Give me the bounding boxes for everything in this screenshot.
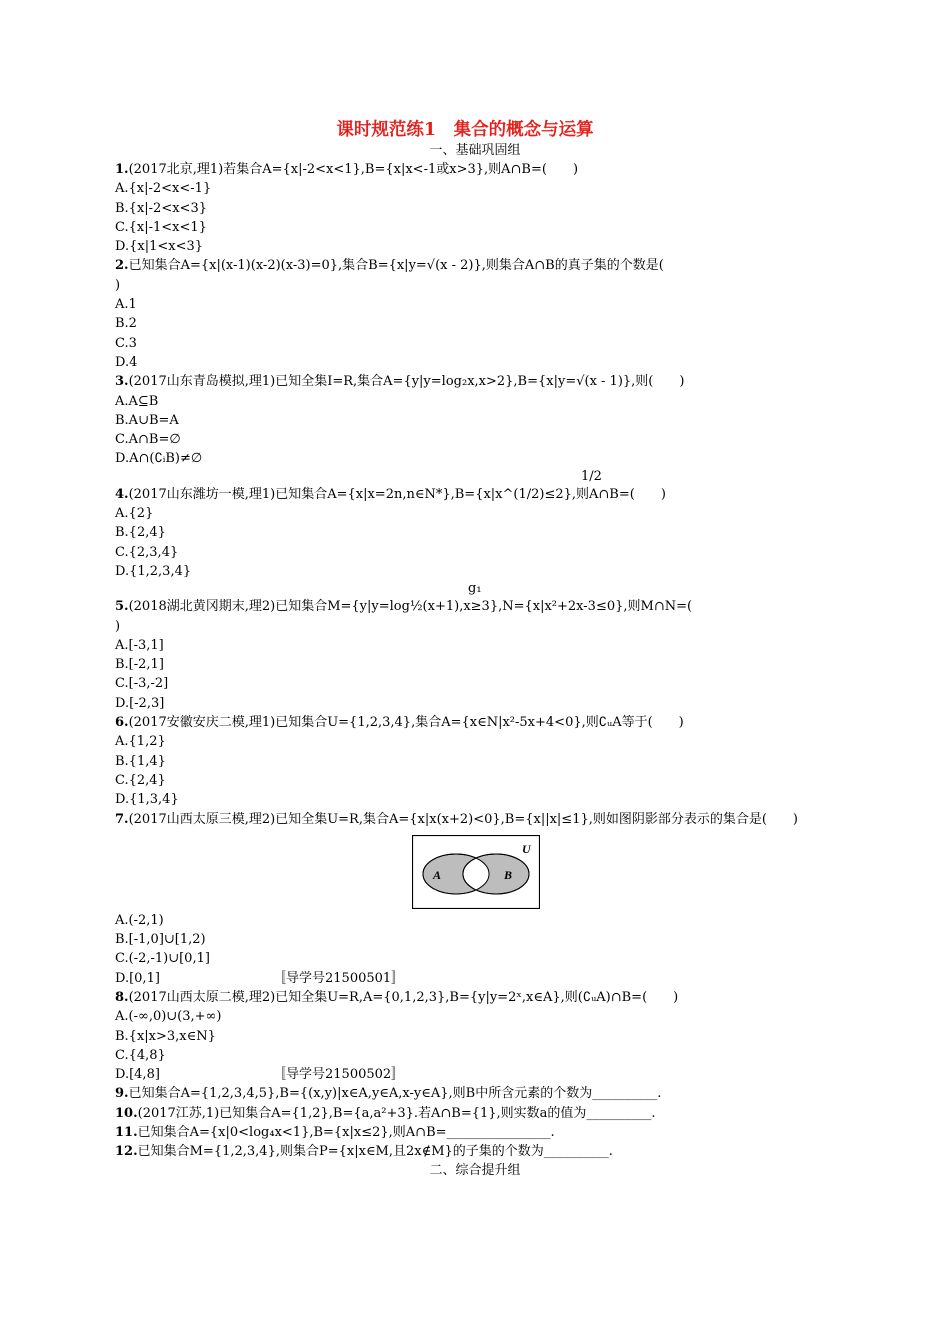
question-number: 1. [115,162,129,177]
question-10 [115,1104,835,1123]
question-text: 已知集合A={1,2,3,4,5},B={(x,y)|x∈A,y∈A,x-y∈A},则B中所含元素的个数为__________. [128,1086,662,1102]
question-text: (2018湖北黄冈期末,理2)已知集合M={y|y=log½(x+1),x≥3},N={x|x²+2x-3≤0},则M∩N=( [128,599,693,615]
option-d-with-ref [115,1065,835,1084]
venn-diagram [412,835,540,909]
set-a-label: A [433,867,442,882]
question-7 [115,810,833,829]
question-number: 7. [115,811,129,827]
question-9 [115,1084,835,1103]
option-a: A.{1,2} [115,734,166,750]
document [115,118,835,1180]
section-heading-basic: 一、基础巩固组 [429,143,521,158]
option-a: A.A⊆B [115,393,159,409]
question-number: 9. [115,1086,129,1102]
option-b: B.[-1,0]∪[1,2) [115,932,206,948]
option-b: B.{x|x>3,x∈N} [115,1028,216,1044]
option-d: D.{1,2,3,4} [115,563,192,579]
option-b: B.{1,4} [115,753,166,769]
option-c: C.{2,4} [115,772,166,788]
question-8 [115,988,835,1007]
set-b-label: B [504,867,513,882]
option-c: C.{2,3,4} [115,544,179,560]
option-c: C.{4,8} [115,1047,166,1063]
venn-diagram-graphic [412,835,540,909]
reference-number: 〚导学号21500501〛 [273,970,405,986]
question-1 [115,160,835,179]
option-a: A.{2} [115,506,154,522]
question-text: 已知集合A={x|(x-1)(x-2)(x-3)=0},集合B={x|y=√(x - 2)},则集合A∩B的真子集的个数是( [128,258,664,274]
question-2 [115,256,835,275]
option-d: D.A∩(∁ᵢB)≠∅ [115,451,203,467]
question-text: (2017安徽安庆二模,理1)已知集合U={1,2,3,4},集合A={x∈N|x²-5x+4<0},则∁ᵤA等于( ) [128,715,684,731]
option-a: A.1 [115,297,137,313]
question-text: (2017山西太原三模,理2)已知全集U=R,集合A={x|x(x+2)<0},B={x||x|≤1},则如图阴影部分表示的集合是( ) [128,811,799,827]
exponent-annotation: 1/2 [581,468,602,484]
option-b: B.A∪B=A [115,412,179,428]
option-d: D.{x|1<x<3} [115,239,204,255]
question-4 [115,485,835,504]
option-b: B.{x|-2<x<3} [115,200,207,216]
option-d: D.[0,1] [115,970,160,986]
option-a: A.[-3,1] [115,637,164,653]
question-11 [115,1123,835,1142]
option-d: D.[4,8] [115,1067,160,1083]
option-a: A.(-∞,0)∪(3,+∞) [115,1009,222,1025]
question-number: 3. [115,374,129,390]
option-d: D.4 [115,354,138,370]
question-text: (2017山东潍坊一模,理1)已知集合A={x|x=2n,n∈N*},B={x|x^(1/2)≤2},则A∩B=( ) [128,486,666,502]
option-d: D.{1,3,4} [115,792,179,808]
section-heading-advanced: 二、综合提升组 [429,1162,521,1178]
question-5 [115,597,835,616]
question-number: 6. [115,715,129,731]
option-b: B.2 [115,316,137,332]
question-3 [115,372,835,391]
question-6 [115,713,835,732]
question-12 [115,1142,835,1161]
question-text-continued: ) [115,618,121,634]
question-number: 4. [115,486,129,502]
question-text: (2017江苏,1)已知集合A={1,2},B={a,a²+3}.若A∩B={1},则实数a的值为__________. [137,1105,656,1121]
question-number: 5. [115,599,129,615]
option-c: C.[-3,-2] [115,676,169,692]
question-text: 已知集合A={x|0<log₄x<1},B={x|x≤2},则A∩B=________________. [137,1125,555,1141]
log-base-annotation: g₁ [468,581,482,597]
option-b: B.[-2,1] [115,657,164,673]
option-a: A.(-2,1) [115,912,164,928]
question-number: 8. [115,989,129,1005]
option-a: A.{x|-2<x<-1} [115,181,212,197]
reference-number: 〚导学号21500502〛 [273,1067,405,1083]
question-text: 已知集合M={1,2,3,4},则集合P={x|x∈M,且2x∉M}的子集的个数为__________. [137,1144,613,1160]
question-text: (2017山东青岛模拟,理1)已知全集I=R,集合A={y|y=log₂x,x>2},B={x|y=√(x - 1)},则( ) [128,374,685,390]
question-text: (2017山西太原二模,理2)已知全集U=R,A={0,1,2,3},B={y|y=2ˣ,x∈A},则(∁ᵤA)∩B=( ) [128,989,679,1005]
question-number: 11. [115,1125,138,1141]
question-number: 2. [115,258,129,274]
option-d: D.[-2,3] [115,695,165,711]
page-title: 课时规范练1 集合的概念与运算 [336,120,594,140]
option-c: C.(-2,-1)∪[0,1] [115,951,210,967]
option-c: C.{x|-1<x<1} [115,219,207,235]
option-c: C.3 [115,335,137,351]
question-number: 12. [115,1144,138,1160]
option-d-with-ref [115,969,835,988]
option-c: C.A∩B=∅ [115,432,181,448]
option-b: B.{2,4} [115,525,166,541]
question-text: (2017北京,理1)若集合A={x|-2<x<1},B={x|x<-1或x>3},则A∩B=( ) [128,162,579,177]
question-number: 10. [115,1105,138,1121]
universal-set-label: U [522,841,531,856]
question-text-continued: ) [115,277,121,293]
